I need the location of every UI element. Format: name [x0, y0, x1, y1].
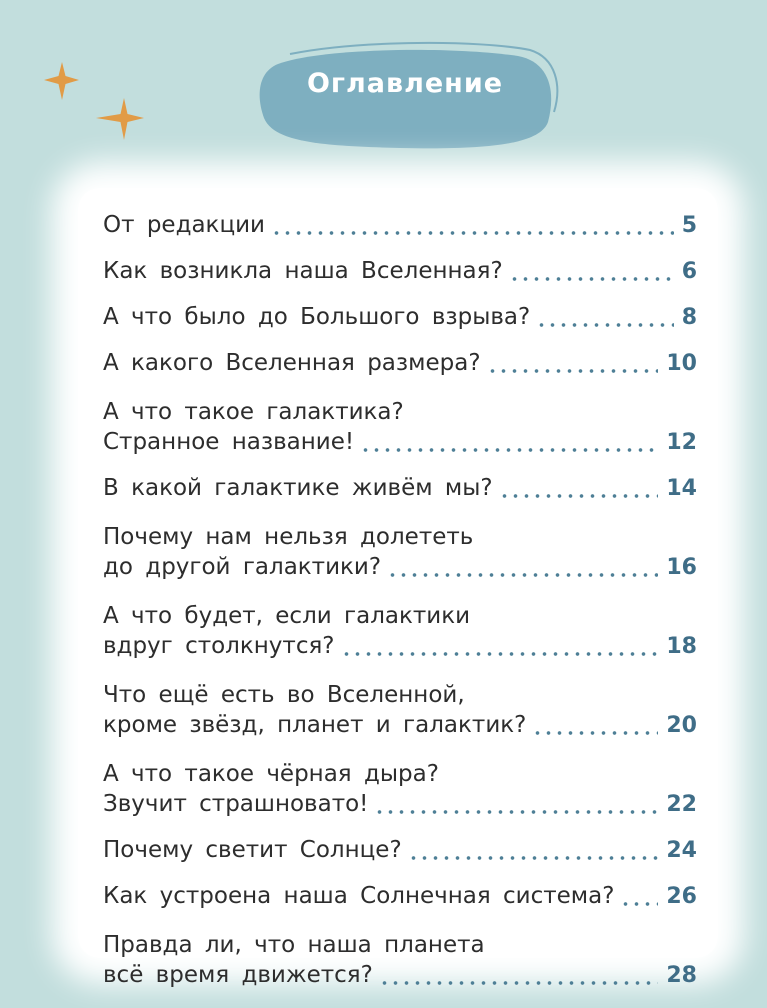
toc-entry-title: кроме звёзд, планет и галактик?: [103, 712, 527, 738]
leader-dots: [374, 809, 658, 815]
toc-entry[interactable]: [103, 679, 697, 745]
leader-dots: [509, 276, 674, 282]
toc-entry-title: до другой галактики?: [103, 554, 382, 580]
toc-entry-title: Как устроена наша Солнечная система?: [103, 883, 615, 909]
star-icon: [96, 98, 144, 140]
leader-dots: [487, 368, 659, 374]
toc-entry[interactable]: [103, 258, 697, 291]
toc-entry-title: А какого Вселенная размера?: [103, 350, 481, 376]
toc-page-number: 16: [666, 555, 697, 580]
toc-entry-title: А что такое галактика?: [103, 399, 404, 425]
toc-entry[interactable]: [103, 396, 697, 462]
toc-entry-title: всё время движется?: [103, 962, 373, 988]
toc-entry-title: Правда ли, что наша планета: [103, 932, 485, 958]
toc-entry-title: Что ещё есть во Вселенной,: [103, 682, 465, 708]
toc-page-number: 8: [681, 305, 697, 330]
toc-entry[interactable]: [103, 475, 697, 508]
leader-dots: [387, 572, 658, 578]
toc-entry-title: Почему светит Солнце?: [103, 837, 402, 863]
toc-entry[interactable]: [103, 600, 697, 666]
leader-dots: [499, 493, 659, 499]
toc-entry[interactable]: [103, 350, 697, 383]
toc-entry[interactable]: [103, 883, 697, 916]
toc-entry-title: А что будет, если галактики: [103, 603, 471, 629]
leader-dots: [360, 447, 658, 453]
toc-entry[interactable]: [103, 304, 697, 337]
star-icon: [44, 62, 79, 100]
leader-dots: [408, 855, 659, 861]
toc-entry-title: Как возникла наша Вселенная?: [103, 258, 503, 284]
leader-dots: [620, 901, 658, 907]
toc-entry[interactable]: [103, 929, 697, 995]
toc-page-number: 14: [666, 476, 697, 501]
toc-entry-title: вдруг столкнутся?: [103, 633, 335, 659]
toc-page-number: 12: [666, 430, 697, 455]
table-of-contents: [103, 212, 697, 1008]
toc-entry[interactable]: [103, 521, 697, 587]
toc-page-number: 18: [666, 634, 697, 659]
page-title: Оглавление: [306, 68, 504, 99]
leader-dots: [536, 322, 673, 328]
leader-dots: [532, 730, 658, 736]
toc-entry-title: Почему нам нельзя долететь: [103, 524, 474, 550]
stars-decoration: [36, 58, 156, 158]
toc-entry-title: Звучит страшновато!: [103, 791, 369, 817]
toc-page-number: 10: [666, 351, 697, 376]
toc-page-number: 28: [666, 963, 697, 988]
toc-page-number: 22: [666, 792, 697, 817]
toc-page-number: 6: [681, 259, 697, 284]
toc-page-number: 5: [681, 213, 697, 238]
toc-page-number: 26: [666, 884, 697, 909]
toc-page-number: 24: [666, 838, 697, 863]
toc-entry-title: Странное название!: [103, 429, 355, 455]
toc-entry[interactable]: [103, 212, 697, 245]
leader-dots: [271, 230, 674, 236]
toc-entry[interactable]: [103, 837, 697, 870]
leader-dots: [341, 651, 659, 657]
toc-entry-title: А что было до Большого взрыва?: [103, 304, 531, 330]
toc-page-number: 20: [666, 713, 697, 738]
toc-entry-title: А что такое чёрная дыра?: [103, 761, 439, 787]
toc-entry[interactable]: [103, 758, 697, 824]
toc-entry-title: В какой галактике живём мы?: [103, 475, 493, 501]
leader-dots: [379, 980, 659, 986]
toc-entry-title: От редакции: [103, 212, 266, 238]
